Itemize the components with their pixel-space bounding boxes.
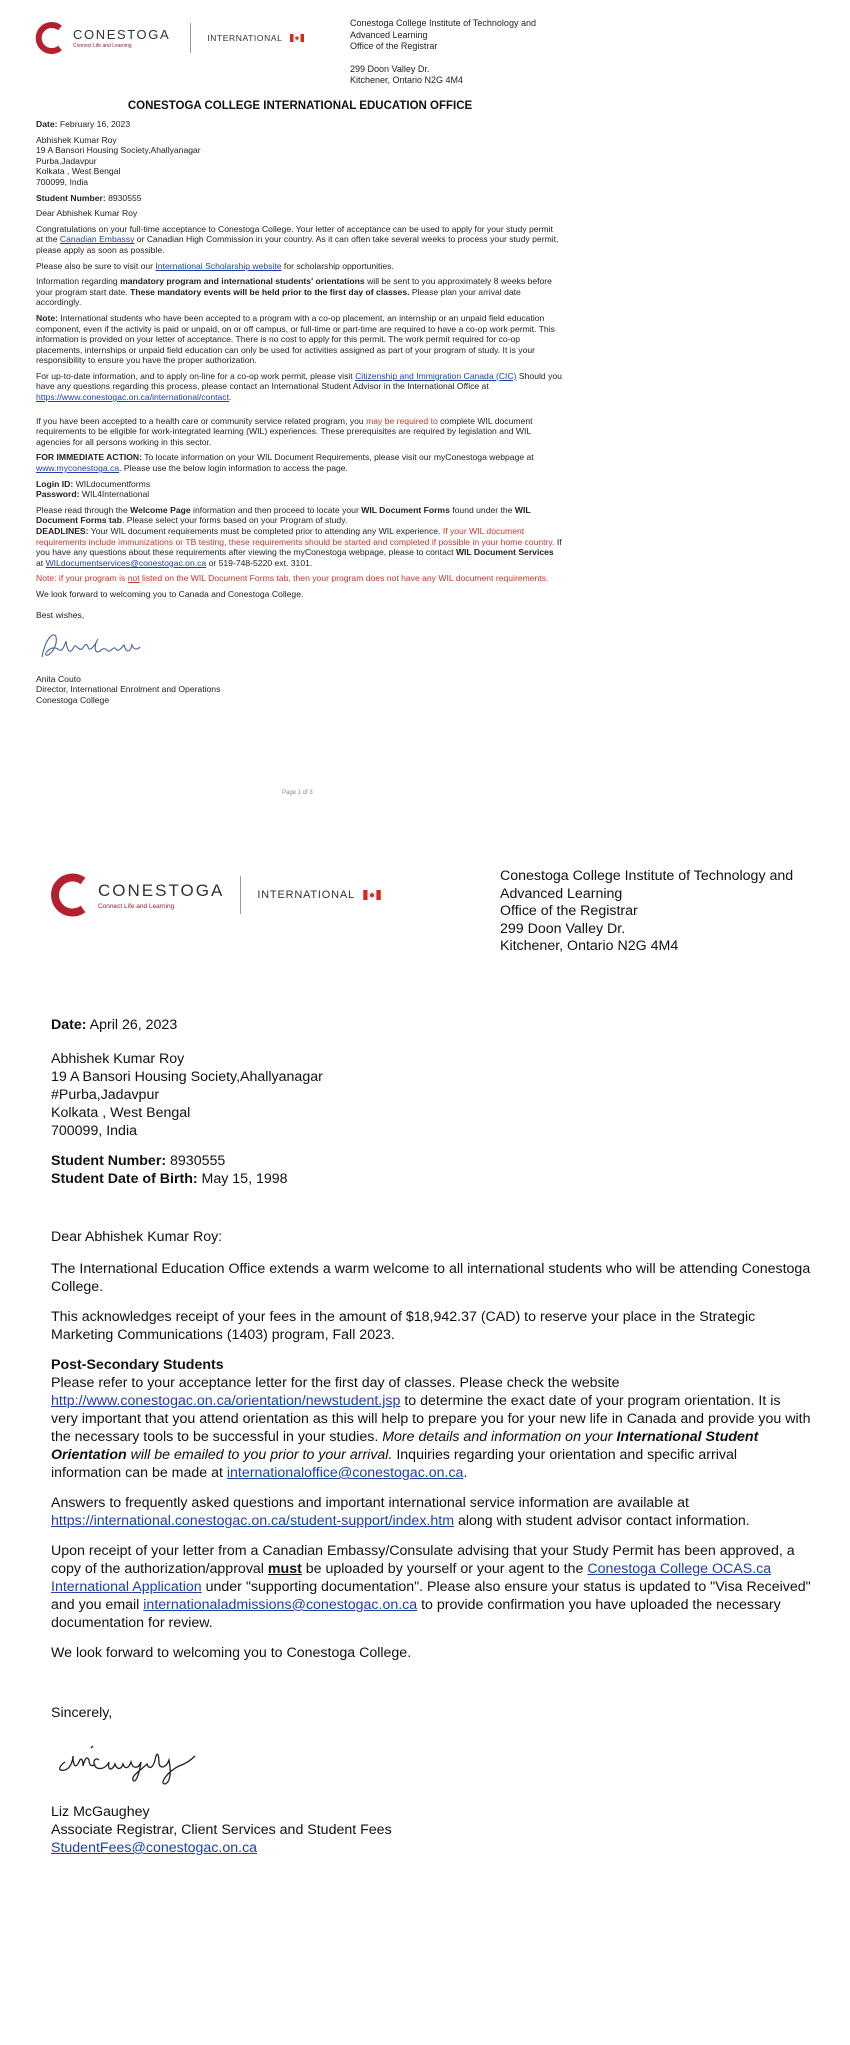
paragraph-wil: If you have been accepted to a health care or community service related program, you may be required to complete WIL document requirements to be eligible for work-integrated learning (WIL) experiences. These prerequisites are required by legislation and WIL agencies for all persons working in this sector. (36, 415, 533, 447)
recipient-address: Abhishek Kumar Roy 19 A Bansori Housing Society,Ahallyanagar #Purba,Jadavpur Kolkata , West Bengal 700099, India (51, 1051, 323, 1139)
canadian-embassy-link[interactable]: Canadian Embassy (59, 234, 135, 245)
international-label: INTERNATIONAL (207, 33, 283, 43)
address-line: Kitchener, Ontario N2G 4M4 (350, 75, 464, 85)
address-line: Advanced Learning (350, 29, 428, 40)
paragraph-closing-line: We look forward to welcoming you to Conestoga College. (51, 1645, 412, 1661)
canada-flag-icon (363, 890, 381, 900)
conestoga-c-icon (35, 21, 65, 55)
paragraph-study-permit: Upon receipt of your letter from a Canadian Embassy/Consulate advising that your Study Permit has been approved, a copy of the authorization/approval must be uploaded by yourself or your agent to the Conestoga College OCAS.ca International Application under "supporting documentation". Please also ensure your status is updated to "Visa Received" and you email internationaladmissions@conestogac.on.ca to provide confirmation you have uploaded the necessary documentation for review. (51, 1543, 811, 1631)
conestoga-logo (50, 867, 381, 923)
international-office-email-link[interactable]: internationaloffice@conestogac.on.ca (226, 1465, 464, 1481)
paragraph-scholarship: Please also be sure to visit our International Scholarship website for scholarship opportunities. (36, 260, 394, 271)
address-line: Conestoga College Institute of Technology and (500, 868, 794, 884)
international-contact-link[interactable]: https://www.conestogac.on.ca/international/contact (36, 392, 229, 403)
student-number: Student Number: 8930555 (36, 192, 142, 203)
salutation: Dear Abhishek Kumar Roy: (51, 1229, 223, 1245)
letter-body (36, 119, 562, 711)
paragraph-immediate-action: FOR IMMEDIATE ACTION: To locate information on your WIL Document Requirements, please visit our myConestoga webpage at www.myconestoga.ca. Please use the below login information to access the page. (36, 452, 534, 474)
orientation-link[interactable]: http://www.conestogac.on.ca/orientation/newstudent.jsp (51, 1393, 401, 1409)
registrar-address (350, 18, 570, 87)
paragraph-orientation: Information regarding mandatory program and international students' orientations will be sent to you approximately 8 weeks before your program start date. These mandatory events will be held prior to the first day of classes. Please plan your arrival date accordingly. (36, 276, 552, 308)
address-line: Conestoga College Institute of Technology and (350, 18, 536, 28)
page-number: Page 1 of 3 (282, 790, 313, 796)
letter-page-2 (0, 850, 850, 2045)
paragraph-not-listed-note: Note: if your program is not listed on the WIL Document Forms tab, then your program does not have any WIL document requirements. (36, 573, 549, 584)
brand-name: CONESTOGA (98, 880, 225, 900)
paragraph-deadlines: DEADLINES: Your WIL document requirements must be completed prior to attending any WIL experience. If your WIL document requirements include immunizations or TB testing, these requirements should be started and completed if possible in your home country. If you have any questions about these requirements after viewing the myConestoga webpage, please to contact WIL Document Services at WILdocumentservices@conestogac.on.ca or 519-748-5220 ext. 3101. (36, 526, 562, 568)
closing: Sincerely, (51, 1705, 113, 1721)
paragraph-cic: For up-to-date information, and to apply on-line for a co-op work permit, please visit Citizenship and Immigration Canada (CIC) Should you have any questions regarding this process, please contact an International Student Advisor in the International Office at https://www.conestogac.on.ca/international/contact. (36, 370, 562, 403)
paragraph-acceptance: Congratulations on your full-time acceptance to Conestoga College. Your letter of acceptance can be used to apply for your study permit at the Canadian Embassy or Canadian High Commission in your country. As it can often take several weeks to process your study permit, please apply as soon as possible. (36, 223, 559, 255)
paragraph-forms: Please read through the Welcome Page information and then proceed to locate your WIL Document Forms found under the WIL Document Forms tab. Please select your forms based on your Program of study. (36, 504, 531, 526)
paragraph-welcome: We look forward to welcoming you to Canada and Conestoga College. (36, 588, 304, 599)
wil-services-email-link[interactable]: WILdocumentservices@conestogac.on.ca (45, 557, 207, 568)
logo-divider (190, 23, 191, 53)
signature-image (51, 1730, 221, 1788)
address-line: Office of the Registrar (500, 903, 638, 919)
brand-name: CONESTOGA (73, 27, 171, 42)
letter-body (51, 1016, 811, 1869)
address-line: 299 Doon Valley Dr. (500, 920, 626, 937)
scholarship-link[interactable]: International Scholarship website (155, 260, 282, 271)
paragraph-post-secondary: Post-Secondary Students Please refer to your acceptance letter for the first day of classes. Please check the website http://www.conestogac.on.ca/orientation/newstudent.jsp to determine the exact date of your program orientation. It is very important that you attend orientation as this will help to prepare you for your new life in Canada and provide you with the necessary tools to be successful in your studies. More details and information on your International Student Orientation will be emailed to you prior to your arrival. Inquiries regarding your orientation and specific arrival information can be made at internationaloffice@conestogac.on.ca. (51, 1357, 811, 1481)
ocas-application-link[interactable]: Conestoga College OCAS.ca International Application (51, 1561, 772, 1595)
conestoga-c-icon (50, 872, 90, 918)
student-support-link[interactable]: https://international.conestogac.on.ca/student-support/index.htm (51, 1513, 455, 1529)
paragraph-faq: Answers to frequently asked questions and important international service information are available at https://international.conestogac.on.ca/student-support/index.htm along with student advisor contact information. (51, 1495, 750, 1529)
post-secondary-heading: Post-Secondary Students (51, 1357, 224, 1373)
cic-link[interactable]: Citizenship and Immigration Canada (CIC) (355, 370, 517, 381)
letter-title: CONESTOGA COLLEGE INTERNATIONAL EDUCATION OFFICE (127, 100, 473, 112)
closing: Best wishes, (36, 609, 85, 620)
brand-tagline: Connect Life and Learning (73, 43, 132, 49)
salutation: Dear Abhishek Kumar Roy (36, 208, 138, 219)
signature-image (36, 627, 146, 665)
recipient-address: Abhishek Kumar Roy 19 A Bansori Housing Society,Ahallyanagar Purba,Jadavpur Kolkata , West Bengal 700099, India (36, 134, 201, 187)
registrar-address (500, 868, 830, 956)
canada-flag-icon (290, 34, 304, 42)
logo-divider (240, 876, 241, 914)
address-line: Advanced Learning (500, 885, 623, 902)
signer-block: Liz McGaughey Associate Registrar, Client Services and Student Fees StudentFees@conestogac.on.ca (51, 1804, 392, 1856)
paragraph-fees: This acknowledges receipt of your fees in the amount of $18,942.37 (CAD) to reserve your place in the Strategic Marketing Communications (1403) program, Fall 2023. (51, 1309, 756, 1343)
conestoga-logo (35, 18, 304, 58)
international-admissions-email-link[interactable]: internationaladmissions@conestogac.on.ca (143, 1597, 418, 1613)
login-info: Login ID: WILdocumentforms Password: WIL4International (36, 478, 151, 500)
myconestoga-link[interactable]: www.myconestoga.ca (36, 463, 120, 474)
signer-block: Anita Couto Director, International Enrolment and Operations Conestoga College (36, 673, 221, 705)
student-fees-email-link[interactable]: StudentFees@conestogac.on.ca (51, 1840, 258, 1856)
address-line: 299 Doon Valley Dr. (350, 63, 430, 74)
address-line: Office of the Registrar (350, 41, 438, 51)
letter-page-1 (0, 0, 850, 815)
address-line: Kitchener, Ontario N2G 4M4 (500, 938, 679, 954)
brand-tagline: Connect Life and Learning (98, 902, 175, 910)
student-info: Student Number: 8930555 Student Date of Birth: May 15, 1998 (51, 1153, 288, 1187)
international-label: INTERNATIONAL (257, 889, 355, 901)
date-line: Date: February 16, 2023 (36, 119, 131, 129)
date-line: Date: April 26, 2023 (51, 1017, 178, 1033)
paragraph-coop-note: Note: International students who have been accepted to a program with a co-op placement, an internship or an unpaid field education component, even if the activity is paid or unpaid, on or off campus, or full-time or part-time are required to have a co-op work permit. This information is provided on your letter of acceptance. There is no cost to apply for this permit. The work permit required for co-op placements, internships or unpaid field education can only be used for activities assigned as part of your program of study. It is your responsibility to ensure you have the proper authorization. (36, 312, 555, 366)
paragraph-welcome: The International Education Office extends a warm welcome to all international students who will be attending Conestoga College. (51, 1261, 811, 1295)
